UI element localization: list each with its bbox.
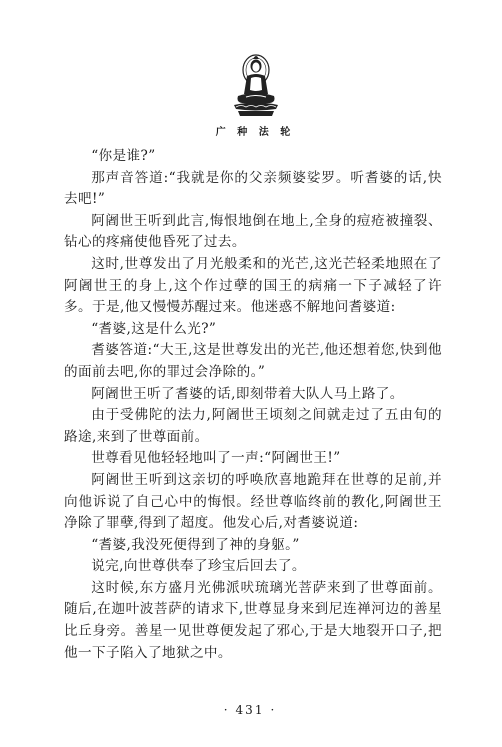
paragraph: 阿阇世王听到此言,悔恨地倒在地上,全身的痘疮被撞裂、钻心的疼痛使他昏死了过去。 bbox=[64, 212, 442, 251]
paragraph: 耆婆答道:“大王,这是世尊发出的光芒,他还想着您,快到他的面前去吧,你的罪过会净除的。” bbox=[64, 342, 442, 380]
page-number-value: 431 bbox=[235, 703, 265, 717]
seated-buddha-icon bbox=[226, 50, 286, 120]
paragraph: 这时,世尊发出了月光般柔和的光芒,这光芒轻柔地照在了阿阇世王的身上,这个作过孽的国王的病痛一下子减轻了许多。于是,他又慢慢苏醒过来。他迷惑不解地问耆婆道: bbox=[64, 255, 442, 316]
paragraph: 阿阇世王听了耆婆的话,即刻带着大队人马上路了。 bbox=[91, 385, 404, 402]
page-number-dot: · bbox=[223, 703, 230, 717]
paragraph: 这时候,东方盛月光佛派吠琉璃光菩萨来到了世尊面前。随后,在迦叶波菩萨的请求下,世尊显身来到尼连禅河边的善星比丘身旁。善星一见世尊便发起了邪心,于是大地裂开口子,把他一下子陷入了地狱之中。 bbox=[64, 579, 442, 661]
paragraph: “你是谁?” bbox=[91, 148, 156, 164]
paragraph: 世尊看见他轻轻地叫了一声:“阿阇世王!” bbox=[91, 450, 341, 467]
paragraph: 那声音答道:“我就是你的父亲频婆娑罗。听耆婆的话,快去吧!” bbox=[64, 169, 442, 208]
header-caption: 广 种 法 轮 bbox=[215, 127, 295, 138]
body-text bbox=[64, 146, 442, 664]
paragraph: 说完,向世尊供奉了珍宝后回去了。 bbox=[91, 558, 306, 575]
paragraph: “耆婆,这是什么光?” bbox=[91, 320, 217, 337]
paragraph: “耆婆,我没死便得到了神的身躯。” bbox=[91, 536, 300, 553]
paragraph: 阿阇世王听到这亲切的呼唤欣喜地跪拜在世尊的足前,并向他诉说了自己心中的悔恨。经世尊临终前的教化,阿阇世王净除了罪孽,得到了超度。他发心后,对耆婆说道: bbox=[64, 471, 442, 532]
page-number-dot: · bbox=[270, 703, 277, 717]
paragraph: 由于受佛陀的法力,阿阇世王顷刻之间就走过了五由旬的路途,来到了世尊面前。 bbox=[64, 407, 442, 445]
page-number bbox=[200, 703, 300, 717]
